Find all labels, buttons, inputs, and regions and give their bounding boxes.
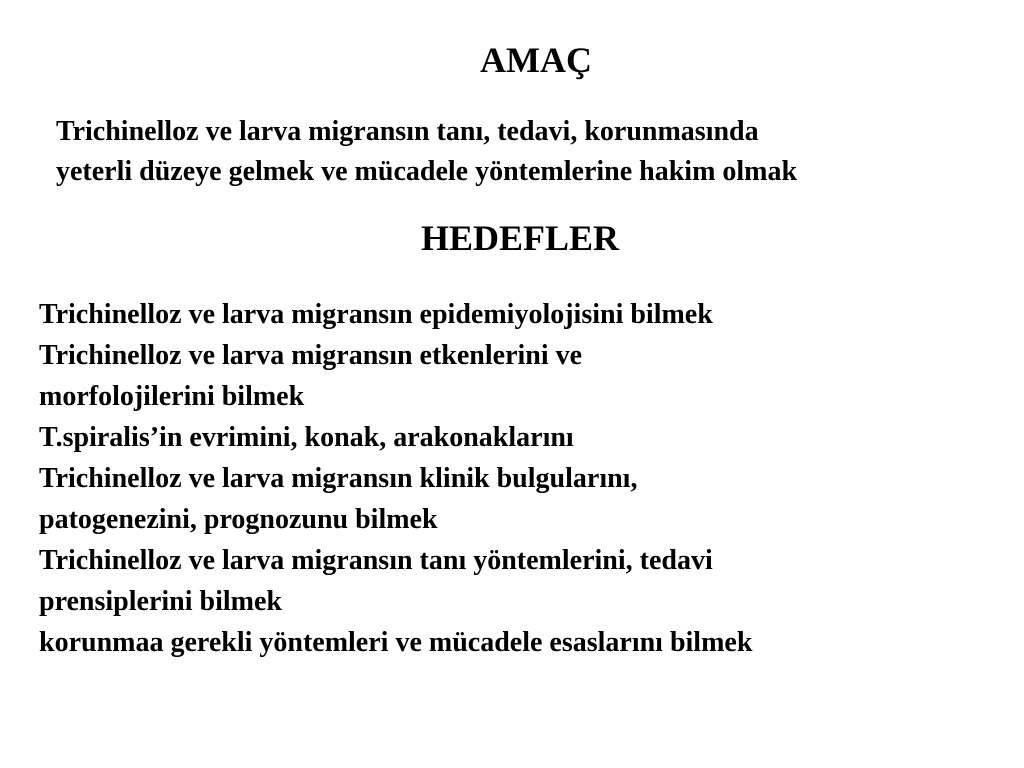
aim-title: AMAÇ — [480, 40, 592, 80]
goal-line: T.spiralis’in evrimini, konak, arakonaklarını — [39, 422, 574, 453]
aim-paragraph — [56, 112, 996, 192]
goal-line: Trichinelloz ve larva migransın epidemiyolojisini bilmek — [39, 299, 713, 330]
goal-line: prensiplerini bilmek — [39, 586, 282, 617]
goals-list — [39, 294, 999, 663]
goal-line: Trichinelloz ve larva migransın etkenlerini ve — [39, 340, 583, 371]
goal-line: morfolojilerini bilmek — [39, 381, 305, 412]
aim-line: Trichinelloz ve larva migransın tanı, tedavi, korunmasında — [56, 116, 759, 147]
goal-line: Trichinelloz ve larva migransın tanı yöntemlerini, tedavi — [39, 545, 713, 576]
goal-line: korunmaa gerekli yöntemleri ve mücadele esaslarını bilmek — [39, 627, 753, 658]
goals-title: HEDEFLER — [420, 218, 620, 258]
goal-line: patogenezini, prognozunu bilmek — [39, 504, 438, 535]
aim-line: yeterli düzeye gelmek ve mücadele yöntemlerine hakim olmak — [56, 156, 798, 187]
goal-line: Trichinelloz ve larva migransın klinik bulgularını, — [39, 463, 638, 494]
